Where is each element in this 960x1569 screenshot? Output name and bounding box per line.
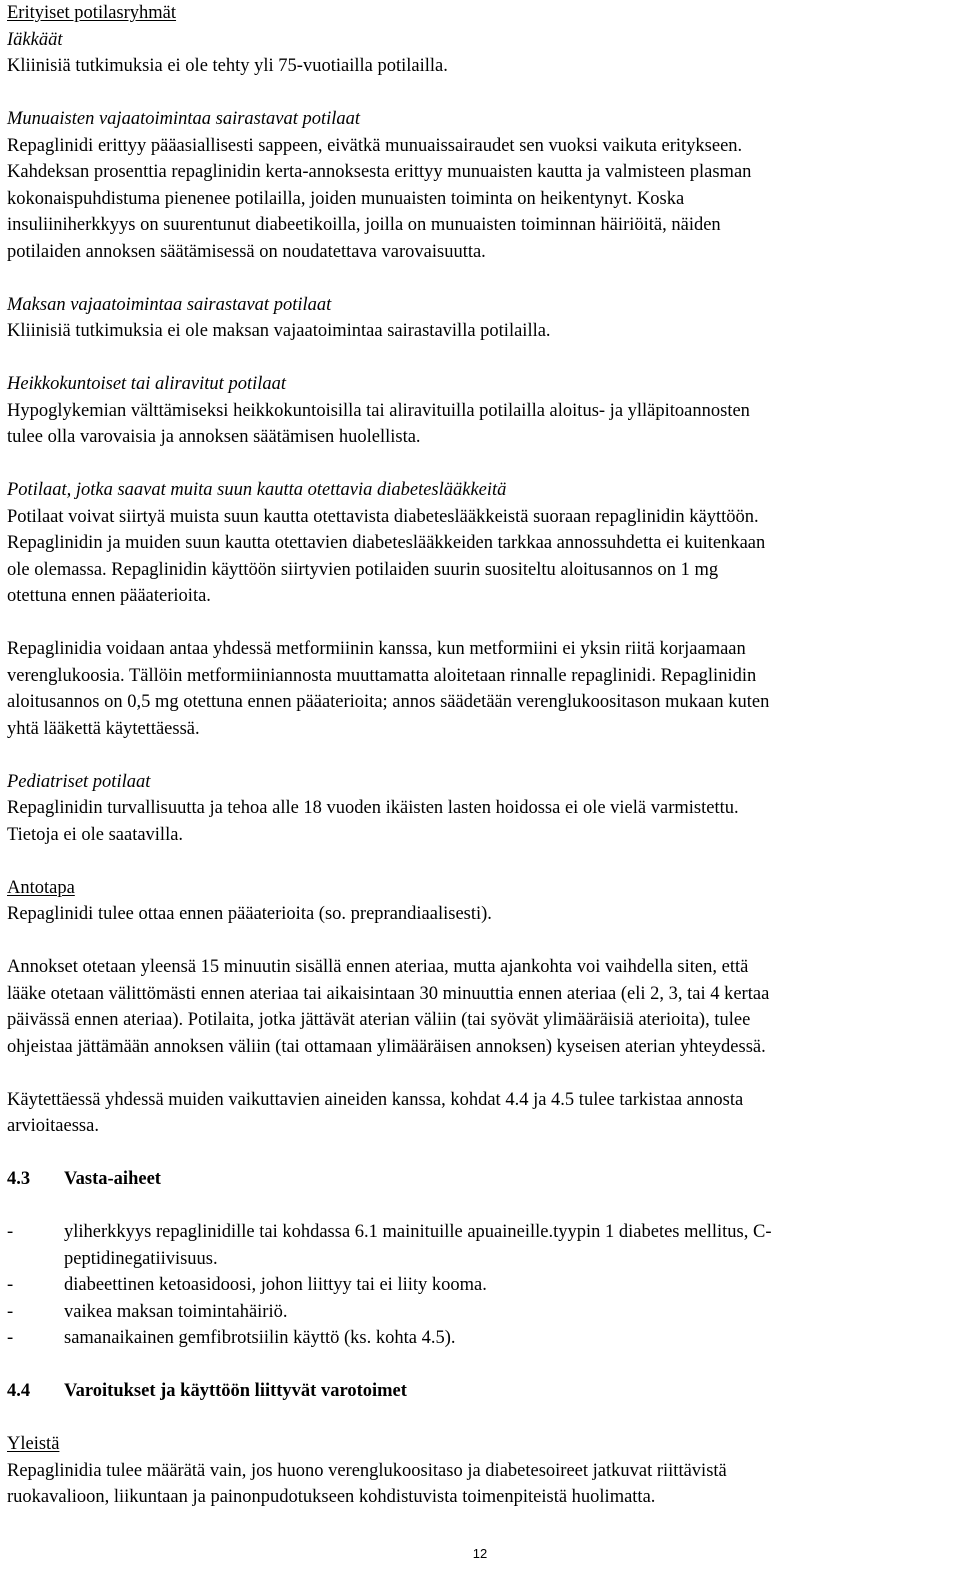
paragraph-line: Repaglinidin turvallisuutta ja tehoa alle 18 vuoden ikäisten lasten hoidossa ei ole vielä varmistettu. <box>7 798 739 818</box>
subheading-elderly: Iäkkäät <box>7 29 63 50</box>
list-item-text: peptidinegatiivisuus. <box>64 1248 218 1269</box>
paragraph-line: Potilaat voivat siirtyä muista suun kautta otettavista diabeteslääkkeistä suoraan repaglinidin käyttöön. <box>7 506 759 527</box>
paragraph-line: Annokset otetaan yleensä 15 minuutin sisällä ennen ateriaa, mutta ajankohta voi vaihdella siten, että <box>7 957 749 977</box>
list-item <box>7 1325 957 1352</box>
list-item <box>7 1272 957 1299</box>
subheading-pediatric: Pediatriset potilaat <box>7 771 151 792</box>
subheading-other-oral: Potilaat, jotka saavat muita suun kautta otettavia diabeteslääkkeitä <box>7 480 507 500</box>
paragraph-line: tulee olla varovaisia ja annoksen säätämisen huolellista. <box>7 427 421 447</box>
list-dash: - <box>7 1222 14 1242</box>
paragraph-line: päivässä ennen ateriaa). Potilaita, jotka jättävät aterian väliin (tai syövät ylimääräisiä aterioita), tulee <box>7 1010 751 1030</box>
list-item-text: samanaikainen gemfibrotsiilin käyttö (ks. kohta 4.5). <box>64 1328 456 1348</box>
paragraph-line: Kahdeksan prosenttia repaglinidin kerta-annoksesta erittyy munuaisten kautta ja valmisteen plasman <box>7 162 752 182</box>
section-heading-special-groups: Erityiset potilasryhmät <box>7 3 177 23</box>
paragraph-line: verenglukoosia. Tällöin metformiiniannosta muuttamatta aloitetaan rinnalle repaglinidi. Repaglinidin <box>7 665 757 686</box>
subheading-renal: Munuaisten vajaatoimintaa sairastavat potilaat <box>7 109 361 129</box>
list-dash: - <box>7 1275 14 1295</box>
page-number: 12 <box>472 1546 488 1561</box>
paragraph-line: aloitusannos on 0,5 mg otettuna ennen pääaterioita; annos säädetään verenglukoositason mukaan kuten <box>7 692 770 712</box>
section-title: Varoitukset ja käyttöön liittyvät varotoimet <box>64 1381 407 1401</box>
paragraph-line: otettuna ennen pääaterioita. <box>7 586 211 606</box>
paragraph-line: ruokavalioon, liikuntaan ja painonpudotukseen kohdistuvista toimenpiteistä huolimatta. <box>7 1487 656 1507</box>
paragraph-line: Repaglinidi tulee ottaa ennen pääaterioita (so. preprandiaalisesti). <box>7 904 492 924</box>
paragraph-line: potilaiden annoksen säätämisessä on noudatettava varovaisuutta. <box>7 241 486 262</box>
paragraph-line: insuliiniherkkyys on suurentunut diabeetikoilla, joilla on munuaisten toiminnan häiriöitä, näiden <box>7 215 721 235</box>
paragraph-line: Tietoja ei ole saatavilla. <box>7 824 184 845</box>
paragraph-line: Repaglinidi erittyy pääasiallisesti sappeen, eivätkä munuaissairaudet sen vuoksi vaikuta eritykseen. <box>7 135 743 156</box>
section-heading-4-4 <box>7 1378 957 1405</box>
section-heading-administration: Antotapa <box>7 877 75 898</box>
paragraph-line: Kliinisiä tutkimuksia ei ole maksan vajaatoimintaa sairastavilla potilailla. <box>7 321 551 341</box>
paragraph-line: Repaglinidia voidaan antaa yhdessä metformiinin kanssa, kun metformiini ei yksin riitä korjaamaan <box>7 639 746 659</box>
section-number: 4.3 <box>7 1169 31 1189</box>
subheading-general: Yleistä <box>7 1434 60 1454</box>
subheading-hepatic: Maksan vajaatoimintaa sairastavat potilaat <box>7 294 332 315</box>
paragraph-line: lääke otetaan välittömästi ennen ateriaa tai aikaisintaan 30 minuuttia ennen ateriaa (eli 2, 3, tai 4 kertaa <box>7 983 770 1004</box>
paragraph-line: yhtä lääkettä käytettäessä. <box>7 718 200 739</box>
list-dash: - <box>7 1301 14 1322</box>
list-item <box>7 1299 957 1326</box>
paragraph-line: Kliinisiä tutkimuksia ei ole tehty yli 75-vuotiailla potilailla. <box>7 56 448 76</box>
paragraph-line: Käytettäessä yhdessä muiden vaikuttavien aineiden kanssa, kohdat 4.4 ja 4.5 tulee tarkistaa annosta <box>7 1089 744 1110</box>
list-item-text: yliherkkyys repaglinidille tai kohdassa 6.1 mainituille apuaineille.tyypin 1 diabetes mellitus, C- <box>64 1222 772 1242</box>
paragraph-line: arvioitaessa. <box>7 1116 99 1136</box>
paragraph-line: ole olemassa. Repaglinidin käyttöön siirtyvien potilaiden suurin suositeltu aloitusannos on 1 mg <box>7 559 719 580</box>
section-heading-4-3 <box>7 1166 957 1193</box>
paragraph-line: Hypoglykemian välttämiseksi heikkokuntoisilla tai aliravituilla potilailla aloitus- ja ylläpitoannosten <box>7 400 750 421</box>
list-item-text: vaikea maksan toimintahäiriö. <box>64 1301 288 1322</box>
paragraph-line: ohjeistaa jättämään annoksen väliin (tai ottamaan ylimääräisen annoksen) kyseisen aterian yhteydessä. <box>7 1036 766 1057</box>
section-title: Vasta-aiheet <box>64 1169 161 1189</box>
list-item <box>7 1219 957 1272</box>
document-page <box>7 0 957 1511</box>
list-item-text: diabeettinen ketoasidoosi, johon liittyy tai ei liity kooma. <box>64 1275 487 1295</box>
section-number: 4.4 <box>7 1381 31 1401</box>
paragraph-line: kokonaispuhdistuma pienenee potilailla, joiden munuaisten toiminta on heikentynyt. Koska <box>7 188 685 209</box>
list-dash: - <box>7 1328 14 1348</box>
paragraph-line: Repaglinidin ja muiden suun kautta otettavien diabeteslääkkeiden tarkkaa annossuhdetta ei kuitenkaan <box>7 533 766 553</box>
paragraph-line: Repaglinidia tulee määrätä vain, jos huono verenglukoositaso ja diabetesoireet jatkuvat riittävistä <box>7 1460 727 1481</box>
subheading-debilitated: Heikkokuntoiset tai aliravitut potilaat <box>7 374 286 394</box>
